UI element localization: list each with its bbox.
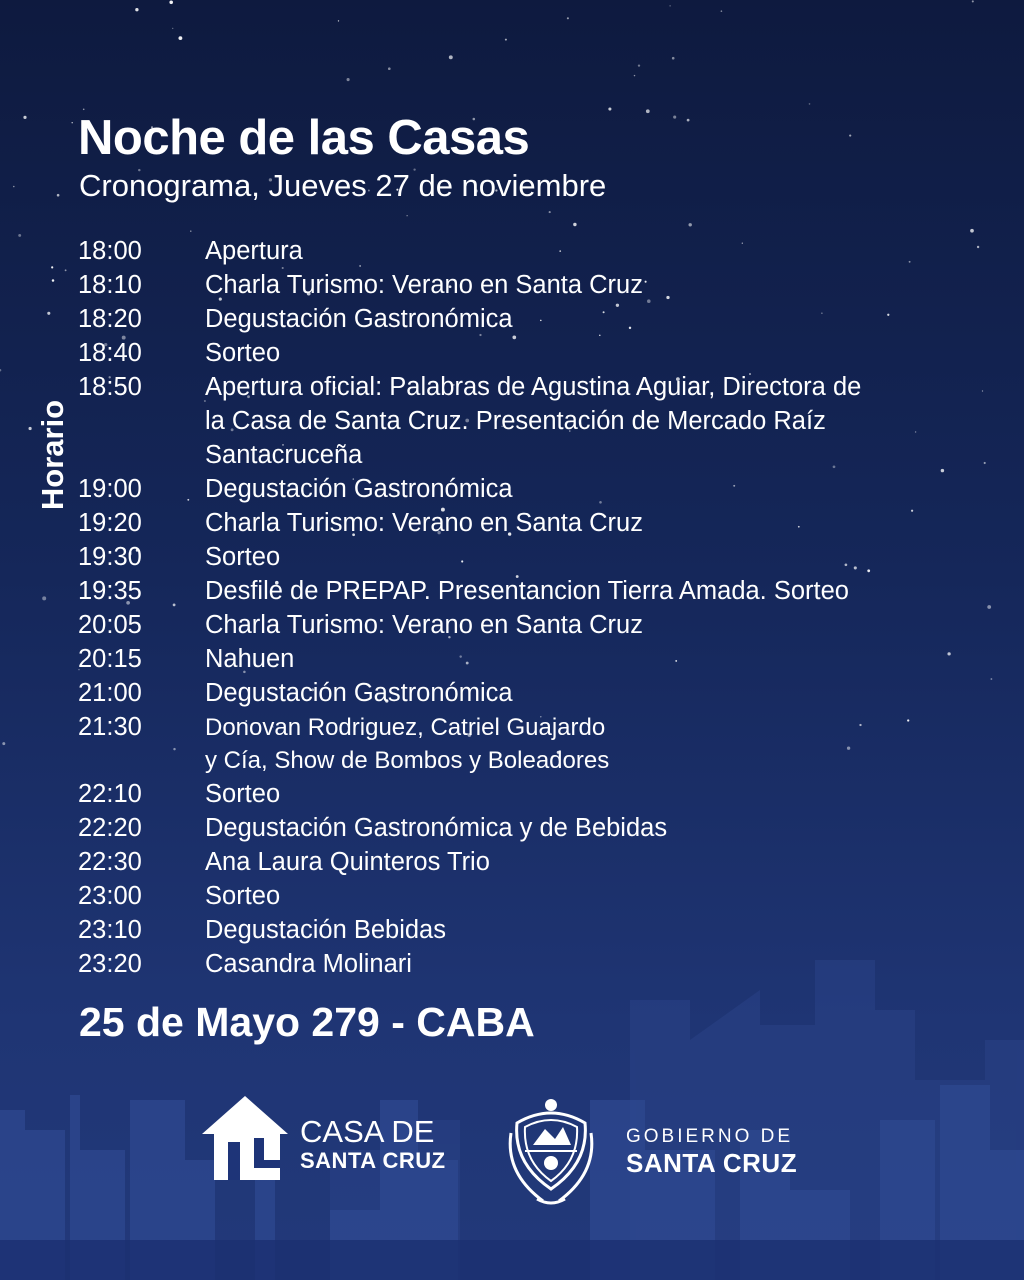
schedule-row: [78, 608, 1008, 642]
schedule-row: [78, 710, 1008, 777]
schedule-time: 21:30: [78, 713, 142, 741]
schedule-row: [78, 676, 1008, 710]
schedule-event: Degustación Bebidas: [205, 916, 446, 944]
schedule-row: [78, 777, 1008, 811]
schedule-list: [78, 234, 1008, 981]
schedule-time: 20:15: [78, 645, 142, 673]
schedule-time: 22:20: [78, 814, 142, 842]
poster-subtitle: Cronograma, Jueves 27 de noviembre: [79, 168, 607, 203]
schedule-event: Charla Turismo: Verano en Santa Cruz: [205, 509, 643, 537]
schedule-event: Desfile de PREPAP. Presentancion Tierra Amada. Sorteo: [205, 577, 849, 605]
schedule-event: Degustación Gastronómica: [205, 475, 513, 503]
schedule-row: [78, 811, 1008, 845]
schedule-event: Casandra Molinari: [205, 950, 412, 978]
gobierno-logo-line2: SANTA CRUZ: [626, 1148, 798, 1178]
schedule-row: [78, 234, 1008, 268]
schedule-time: 18:00: [78, 237, 142, 265]
schedule-time: 23:10: [78, 916, 142, 944]
schedule-time: 19:30: [78, 543, 142, 571]
schedule-event: Degustación Gastronómica: [205, 305, 513, 333]
casa-logo-line1: CASA DE: [300, 1114, 435, 1149]
schedule-time: 23:00: [78, 882, 142, 910]
schedule-event: Donovan Rodriguez, Catriel Guajardo y Cía, Show de Bombos y Boleadores: [205, 714, 610, 774]
schedule-event: Degustación Gastronómica y de Bebidas: [205, 814, 668, 842]
schedule-event: Sorteo: [205, 339, 281, 367]
schedule-time: 22:30: [78, 848, 142, 876]
schedule-time: 19:20: [78, 509, 142, 537]
schedule-row: [78, 574, 1008, 608]
schedule-row: [78, 913, 1008, 947]
gobierno-logo-line1: GOBIERNO DE: [626, 1126, 794, 1147]
schedule-time: 19:35: [78, 577, 142, 605]
house-icon: [200, 1094, 290, 1184]
schedule-event: Charla Turismo: Verano en Santa Cruz: [205, 271, 643, 299]
schedule-time: 19:00: [78, 475, 142, 503]
schedule-event: Apertura: [205, 237, 303, 265]
schedule-event: Degustación Gastronómica: [205, 679, 513, 707]
schedule-event: Sorteo: [205, 780, 281, 808]
schedule-time: 21:00: [78, 679, 142, 707]
schedule-row: [78, 472, 1008, 506]
schedule-event: Apertura oficial: Palabras de Agustina Aguiar, Directora de la Casa de Santa Cruz. Presentación de Mercado Raíz Santacruceña: [205, 373, 862, 469]
schedule-row: [78, 845, 1008, 879]
casa-logo-line2: SANTA CRUZ: [300, 1148, 446, 1173]
schedule-event: Sorteo: [205, 882, 281, 910]
schedule-row: [78, 947, 1008, 981]
schedule-time: 18:50: [78, 373, 142, 401]
casa-de-santa-cruz-logo: [200, 1092, 470, 1187]
schedule-row: [78, 506, 1008, 540]
schedule-time: 23:20: [78, 950, 142, 978]
schedule-row: [78, 540, 1008, 574]
schedule-side-label: Horario: [35, 399, 70, 511]
schedule-event: Charla Turismo: Verano en Santa Cruz: [205, 611, 643, 639]
poster-title: Noche de las Casas: [78, 111, 530, 165]
schedule-row: [78, 336, 1008, 370]
schedule-row: [78, 879, 1008, 913]
provincial-seal-icon: [503, 1093, 599, 1209]
schedule-row: [78, 370, 1008, 472]
schedule-event: Ana Laura Quinteros Trio: [205, 848, 490, 876]
schedule-time: 18:20: [78, 305, 142, 333]
schedule-row: [78, 268, 1008, 302]
gobierno-santa-cruz-logo: [626, 1126, 797, 1178]
schedule-event: Nahuen: [205, 645, 295, 673]
schedule-time: 18:40: [78, 339, 142, 367]
schedule-row: [78, 302, 1008, 336]
schedule-time: 22:10: [78, 780, 142, 808]
schedule-time: 18:10: [78, 271, 142, 299]
schedule-time: 20:05: [78, 611, 142, 639]
event-address: 25 de Mayo 279 - CABA: [79, 999, 535, 1045]
schedule-event: Sorteo: [205, 543, 281, 571]
schedule-row: [78, 642, 1008, 676]
